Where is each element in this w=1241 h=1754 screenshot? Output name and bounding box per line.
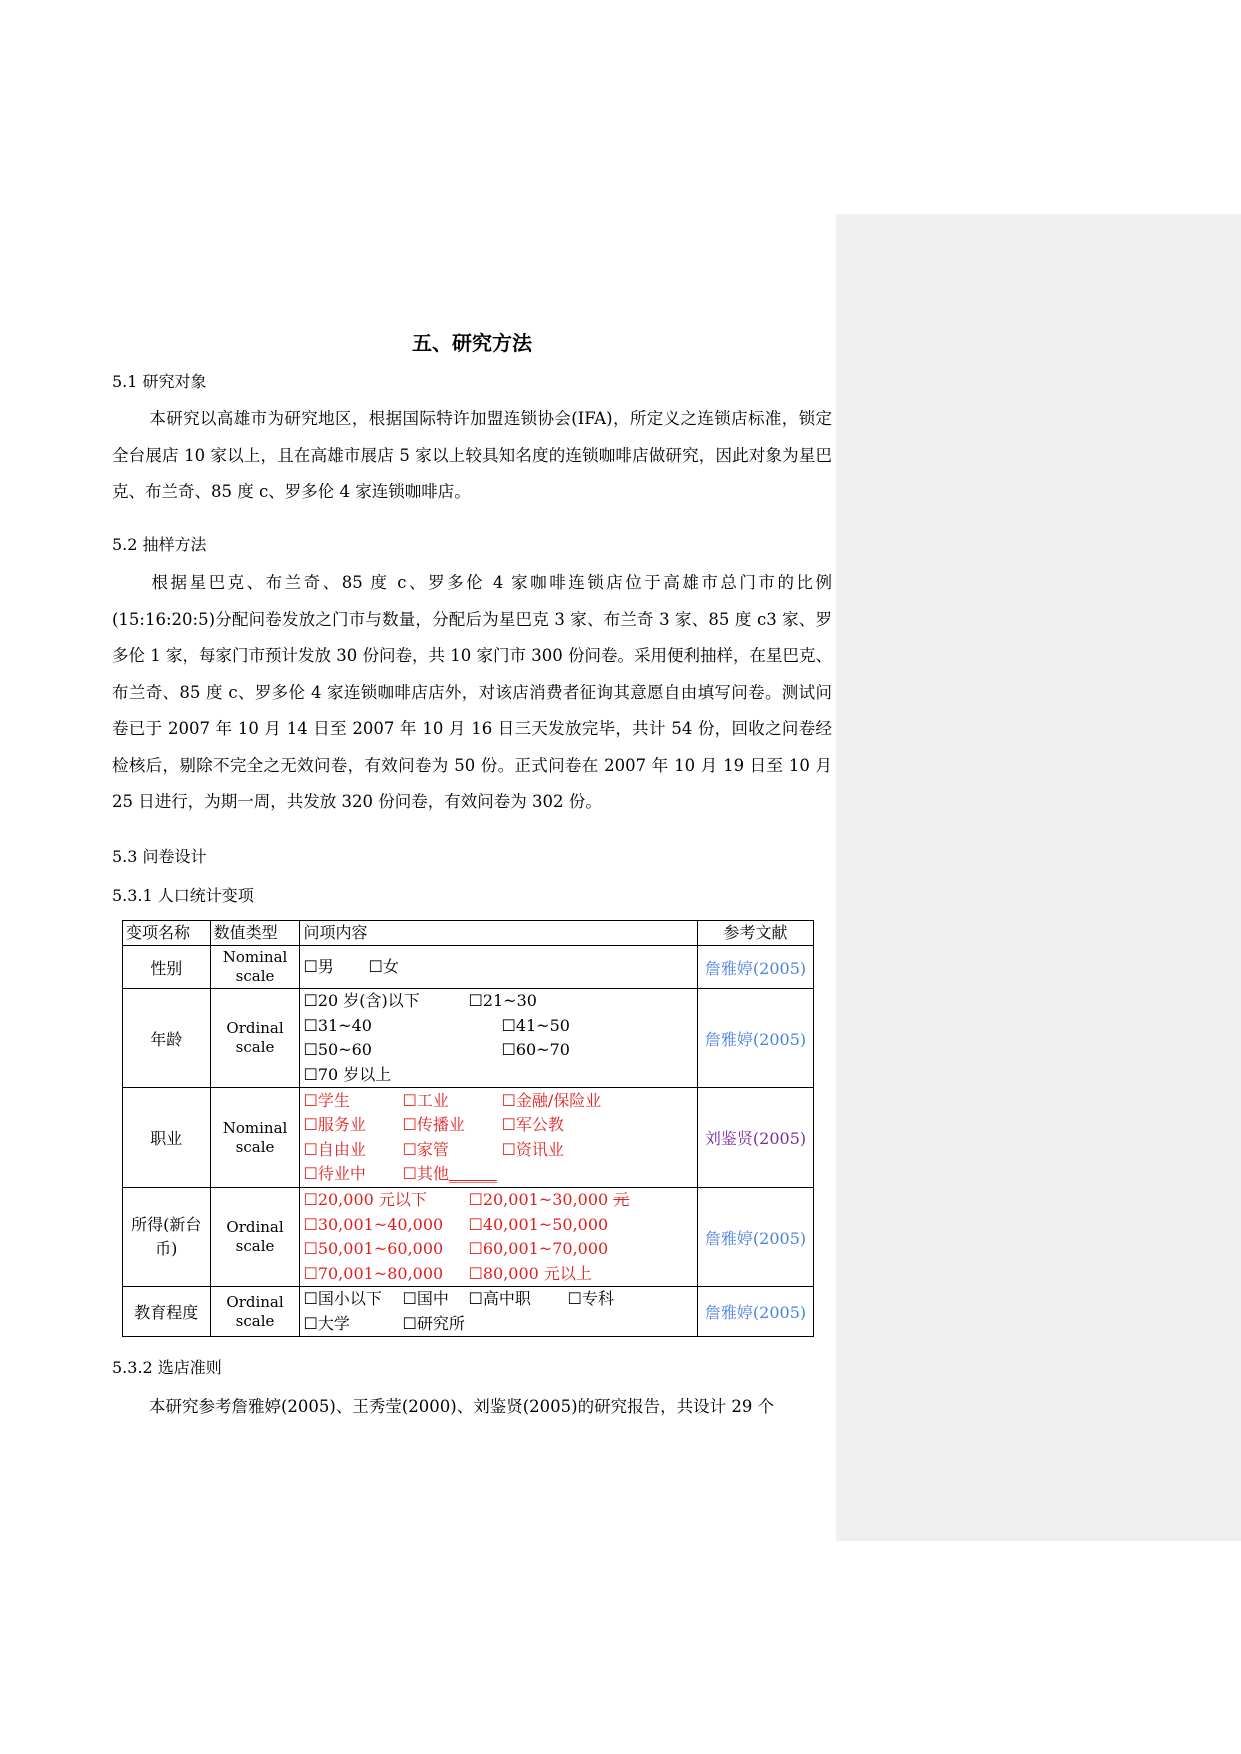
question-options xyxy=(300,1188,698,1287)
option-checkbox[interactable]: ☐学生 xyxy=(303,1090,350,1110)
table-row xyxy=(123,1287,814,1337)
paragraph-5-2 xyxy=(112,565,832,821)
heading-5-3-1: 5.3.1 人口统计变项 xyxy=(112,886,254,905)
variable-name: 年龄 xyxy=(123,989,211,1088)
option-checkbox[interactable]: ☐国中 xyxy=(402,1289,449,1308)
scale-type-line: Ordinal xyxy=(226,1292,284,1311)
scale-type-line: scale xyxy=(235,1311,275,1330)
scale-type xyxy=(210,1188,300,1287)
scale-type xyxy=(210,1287,300,1337)
reference-citation: 詹雅婷(2005) xyxy=(698,989,814,1088)
option-checkbox[interactable]: ☐资讯业 xyxy=(501,1139,564,1159)
table-header-row xyxy=(123,921,814,946)
heading-5-3: 5.3 问卷设计 xyxy=(112,847,207,866)
paragraph-5-1 xyxy=(112,401,832,511)
variable-name: 性别 xyxy=(123,946,211,989)
scale-type-line: scale xyxy=(235,1237,275,1255)
variable-name: 所得(新台币) xyxy=(123,1188,211,1287)
table-header-cell: 问项内容 xyxy=(300,921,698,946)
table-row xyxy=(123,989,814,1088)
table-row xyxy=(123,1088,814,1188)
reference-citation: 詹雅婷(2005) xyxy=(698,1188,814,1287)
deleted-text: 元 xyxy=(613,1190,630,1209)
table-header-cell: 变项名称 xyxy=(123,921,211,946)
option-checkbox[interactable]: ☐军公教 xyxy=(501,1115,564,1134)
question-options xyxy=(300,989,698,1088)
option-checkbox[interactable]: ☐家管 xyxy=(402,1139,449,1159)
option-checkbox[interactable]: ☐女 xyxy=(368,956,399,976)
option-checkbox[interactable]: ☐金融/保险业 xyxy=(501,1090,602,1110)
paragraph-5-1-text: 本研究以高雄市为研究地区，根据国际特许加盟连锁协会(IFA)，所定义之连锁店标准，锁定全台展店 10 家以上，且在高雄市展店 5 家以上较具知名度的连锁咖啡店做研究，因此对象为星巴克、布兰奇、85 度 c、罗多伦 4 家连锁咖啡店。 xyxy=(112,409,832,501)
option-checkbox[interactable]: ☐50,001~60,000 xyxy=(303,1239,444,1258)
table-header-cell: 数值类型 xyxy=(210,921,300,946)
option-checkbox[interactable]: ☐70 岁以上 xyxy=(303,1064,392,1084)
scale-type xyxy=(210,989,300,1088)
section-title: 五、研究方法 xyxy=(412,331,532,355)
option-checkbox[interactable]: ☐高中职 xyxy=(468,1289,531,1308)
option-checkbox[interactable]: ☐专科 xyxy=(567,1289,614,1308)
scale-type-line: scale xyxy=(235,967,275,985)
option-checkbox[interactable]: ☐50~60 xyxy=(303,1040,372,1059)
option-checkbox[interactable]: ☐80,000 元以上 xyxy=(468,1263,592,1283)
comment-pane xyxy=(836,214,1241,1541)
option-checkbox[interactable]: ☐60~70 xyxy=(501,1040,570,1059)
fill-in-blank[interactable]: ______ xyxy=(448,1164,497,1183)
paragraph-5-3-2-text: 本研究参考詹雅婷(2005)、王秀莹(2000)、刘鉴贤(2005)的研究报告，共设计 29 个 xyxy=(149,1397,775,1416)
option-checkbox[interactable]: ☐41~50 xyxy=(501,1015,570,1035)
scale-type-line: Nominal xyxy=(222,1118,288,1137)
option-checkbox[interactable]: ☐服务业 xyxy=(303,1115,366,1134)
option-checkbox[interactable]: ☐研究所 xyxy=(402,1313,465,1333)
option-checkbox[interactable]: ☐大学 xyxy=(303,1313,350,1333)
option-checkbox[interactable]: ☐男 xyxy=(303,956,334,976)
option-checkbox[interactable]: ☐工业 xyxy=(402,1090,449,1110)
table-row xyxy=(123,1188,814,1287)
question-options xyxy=(300,1287,698,1337)
scale-type xyxy=(210,946,300,989)
scale-type-line: scale xyxy=(235,1137,275,1156)
option-checkbox[interactable]: ☐70,001~80,000 xyxy=(303,1263,444,1283)
variable-name: 职业 xyxy=(123,1088,211,1188)
option-checkbox[interactable]: ☐自由业 xyxy=(303,1139,366,1159)
question-options xyxy=(300,946,698,989)
option-checkbox[interactable]: ☐待业中 xyxy=(303,1164,366,1183)
option-checkbox[interactable]: ☐21~30 xyxy=(468,991,537,1010)
option-checkbox[interactable]: ☐20,000 元以下 xyxy=(303,1190,427,1209)
scale-type-line: Ordinal xyxy=(226,1019,284,1037)
paragraph-5-3-2 xyxy=(112,1389,832,1426)
scale-type-line: Ordinal xyxy=(226,1218,284,1236)
table-header-cell: 参考文献 xyxy=(698,921,814,946)
reference-citation: 詹雅婷(2005) xyxy=(698,946,814,989)
scale-type-line: scale xyxy=(235,1038,275,1056)
option-checkbox[interactable]: ☐20,001~30,000 xyxy=(468,1190,609,1209)
demographics-table xyxy=(122,920,814,1337)
option-checkbox[interactable]: ☐其他 xyxy=(402,1164,449,1183)
table-row xyxy=(123,946,814,989)
heading-5-1: 5.1 研究对象 xyxy=(112,372,207,391)
option-checkbox[interactable]: ☐40,001~50,000 xyxy=(468,1214,609,1234)
option-checkbox[interactable]: ☐20 岁(含)以下 xyxy=(303,991,420,1010)
reference-citation: 刘鉴贤(2005) xyxy=(698,1088,814,1188)
paragraph-5-2-text: 根据星巴克、布兰奇、85 度 c、罗多伦 4 家咖啡连锁店位于高雄市总门市的比例(15:16:20:5)分配问卷发放之门市与数量，分配后为星巴克 3 家、布兰奇 3 家、85 度 c3 家、罗多伦 1 家，每家门市预计发放 30 份问卷，共 10 家门市 300 份问卷。采用便利抽样，在星巴克、布兰奇、85 度 c、罗多伦 4 家连锁咖啡店店外，对该店消费者征询其意愿自由填写问卷。测试问卷已于 2007 年 10 月 14 日至 2007 年 10 月 16 日三天发放完毕，共计 54 份，回收之问卷经检核后，剔除不完全之无效问卷，有效问卷为 50 份。正式问卷在 2007 年 10 月 19 日至 10 月 25 日进行，为期一周，共发放 320 份问卷，有效问卷为 302 份。 xyxy=(112,573,832,811)
variable-name: 教育程度 xyxy=(123,1287,211,1337)
option-checkbox[interactable]: ☐31~40 xyxy=(303,1015,372,1035)
option-checkbox[interactable]: ☐60,001~70,000 xyxy=(468,1239,609,1258)
option-checkbox[interactable]: ☐国小以下 xyxy=(303,1289,382,1308)
heading-5-2: 5.2 抽样方法 xyxy=(112,535,207,554)
scale-type-line: Nominal xyxy=(222,948,288,966)
scale-type xyxy=(210,1088,300,1188)
heading-5-3-2: 5.3.2 选店准则 xyxy=(112,1358,222,1377)
option-checkbox[interactable]: ☐30,001~40,000 xyxy=(303,1214,444,1234)
question-options xyxy=(300,1088,698,1188)
reference-citation: 詹雅婷(2005) xyxy=(698,1287,814,1337)
option-checkbox[interactable]: ☐传播业 xyxy=(402,1115,465,1134)
